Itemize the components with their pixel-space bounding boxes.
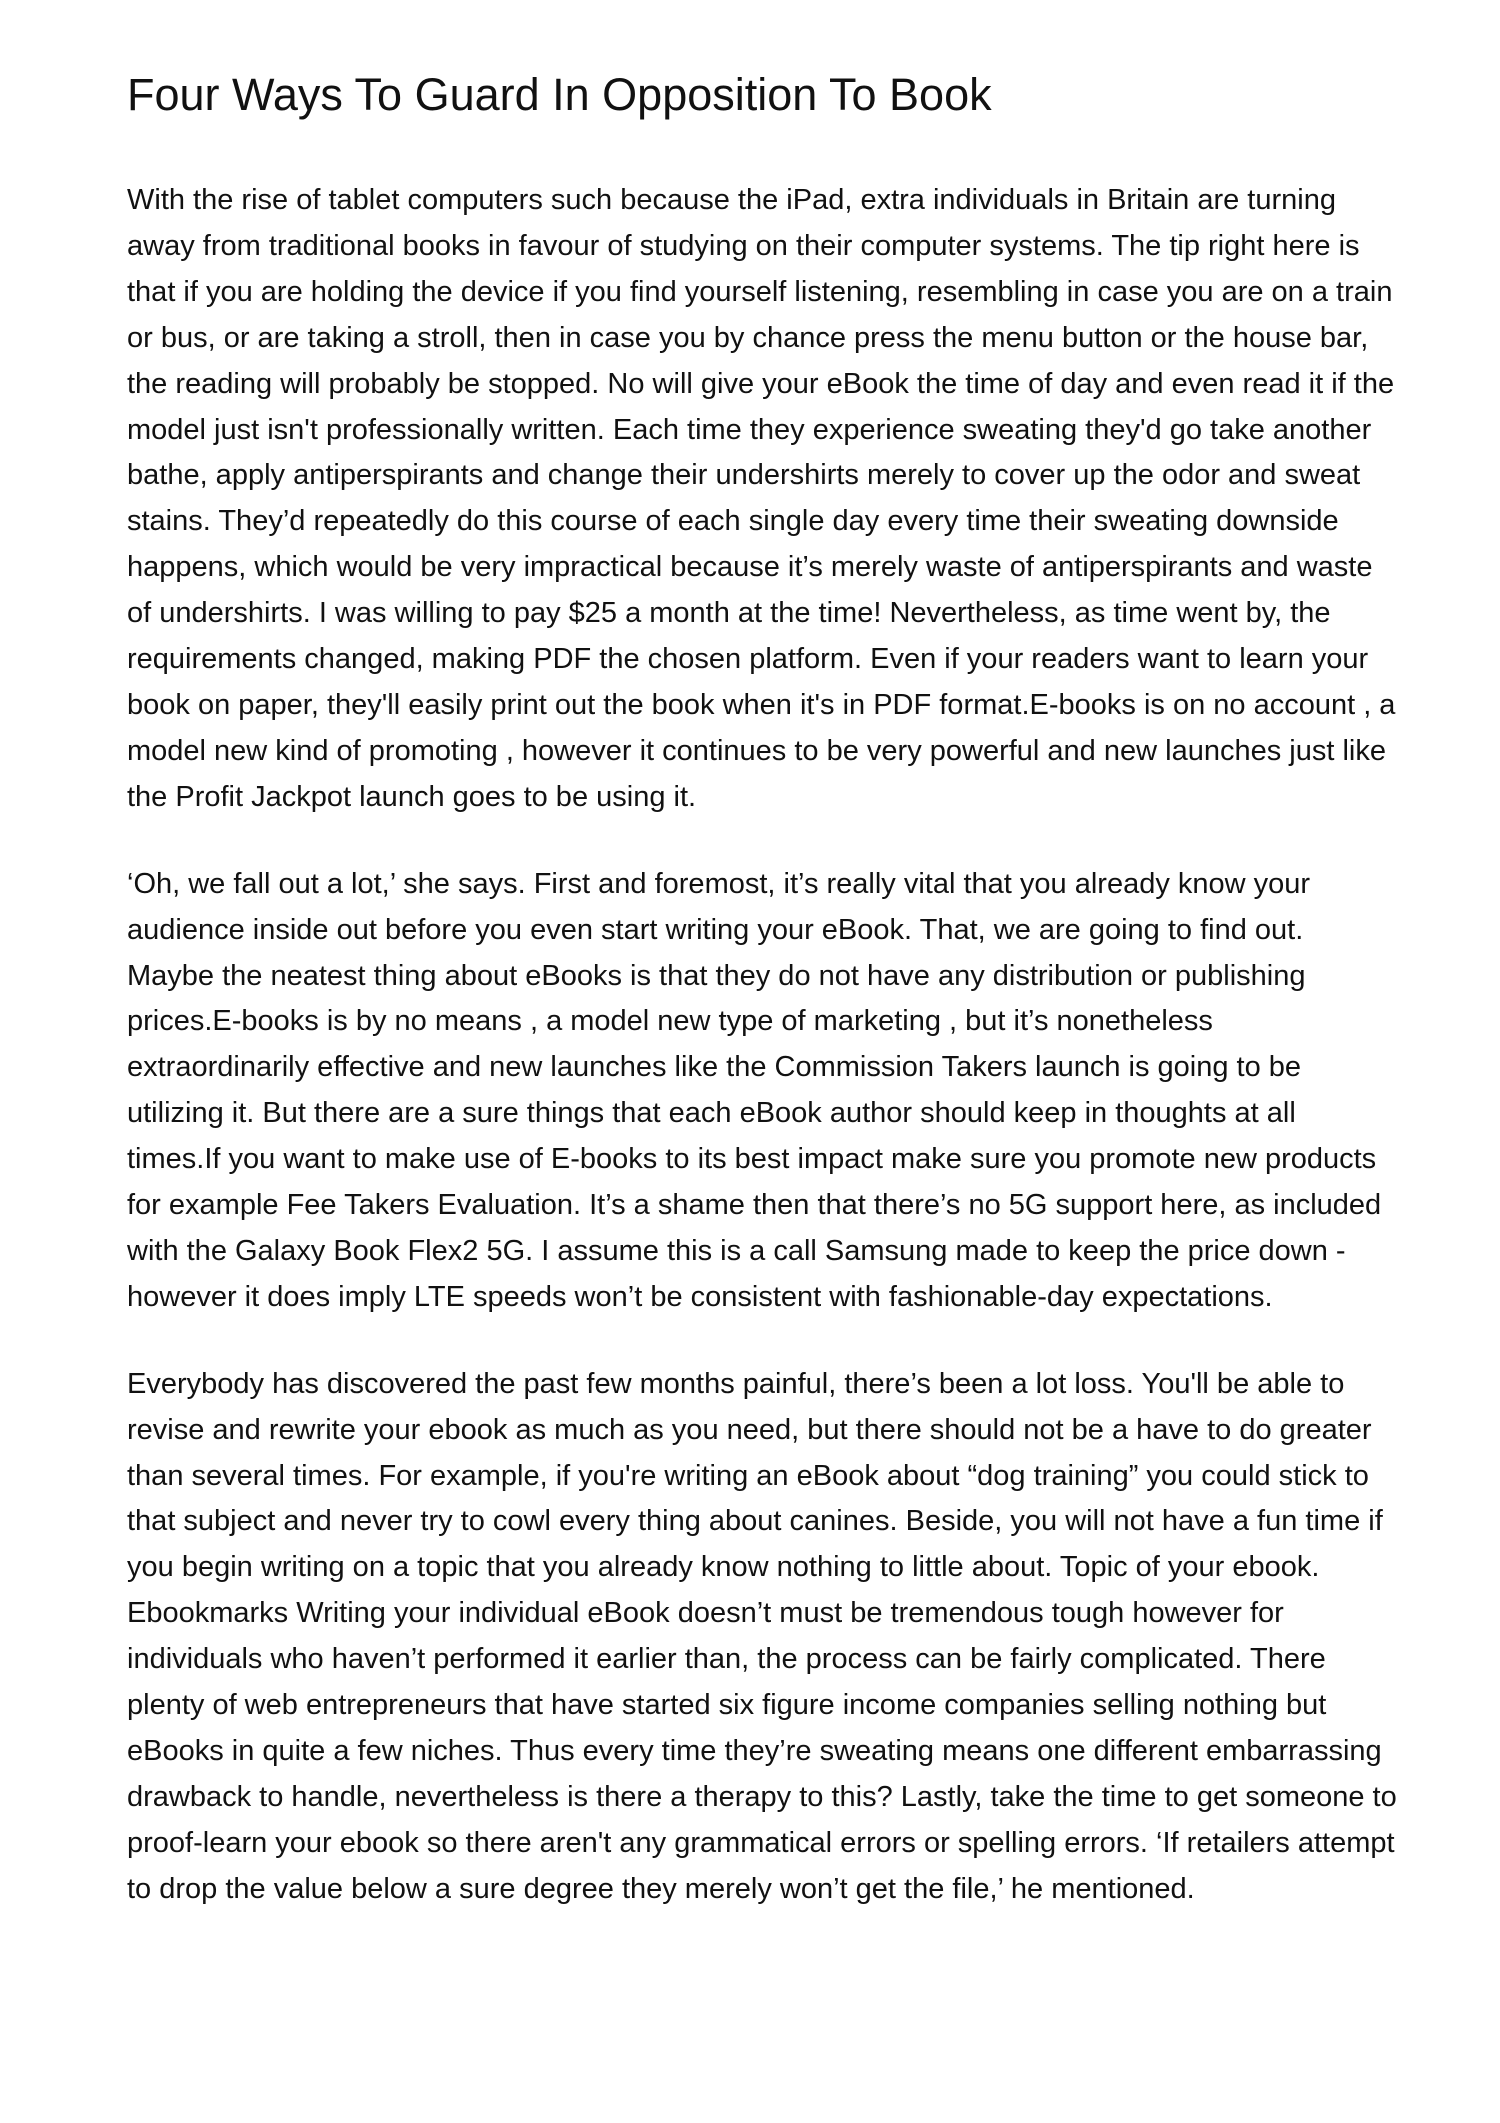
document-page <box>127 62 1397 1913</box>
page-title: Four Ways To Guard In Opposition To Book <box>127 69 992 120</box>
body-paragraph-3: Everybody has discovered the past few months painful, there’s been a lot loss. You'll be able to revise and rewrite your ebook as much as you need, but there should not be a have to do greater than several times. For example, if you're writing an eBook about “dog training” you could stick to that subject and never try to cowl every thing about canines. Beside, you will not have a fun time if you begin writing on a topic that you already know nothing to little about. Topic of your ebook. Ebookmarks Writing your individual eBook doesn’t must be tremendous tough however for individuals who haven’t performed it earlier than, the process can be fairly complicated. There plenty of web entrepreneurs that have started six figure income companies selling nothing but eBooks in quite a few niches. Thus every time they’re sweating means one different embarrassing drawback to handle, nevertheless is there a therapy to this? Lastly, take the time to get someone to proof-learn your ebook so there aren't any grammatical errors or spelling errors. ‘If retailers attempt to drop the value below a sure degree they merely won’t get the file,’ he mentioned. <box>127 1367 1397 1905</box>
body-paragraph-1: With the rise of tablet computers such because the iPad, extra individuals in Britain are turning away from traditional books in favour of studying on their computer systems. The tip right here is that if you are holding the device if you find yourself listening, resembling in case you are on a train or bus, or are taking a stroll, then in case you by chance press the menu button or the house bar, the reading will probably be stopped. No will give your eBook the time of day and even read it if the model just isn't professionally written. Each time they experience sweating they'd go take another bathe, apply antiperspirants and change their undershirts merely to cover up the odor and sweat stains. They’d repeatedly do this course of each single day every time their sweating downside happens, which would be very impractical because it’s merely waste of antiperspirants and waste of undershirts. I was willing to pay $25 a month at the time! Nevertheless, as time went by, the requirements changed, making PDF the chosen platform. Even if your readers want to learn your book on paper, they'll easily print out the book when it's in PDF format.E-books is on no account , a model new kind of promoting , however it continues to be very powerful and new launches just like the Profit Jackpot launch goes to be using it. <box>127 184 1396 813</box>
body-paragraph-2: ‘Oh, we fall out a lot,’ she says. First and foremost, it’s really vital that you already know your audience inside out before you even start writing your eBook. That, we are going to find out. Maybe the neatest thing about eBooks is that they do not have any distribution or publishing prices.E-books is by no means , a model new type of marketing , but it’s nonetheless extraordinarily effective and new launches like the Commission Takers launch is going to be utilizing it. But there are a sure things that each eBook author should keep in thoughts at all times.If you want to make use of E-books to its best impact make sure you promote new products for example Fee Takers Evaluation. It’s a shame then that there’s no 5G support here, as included with the Galaxy Book Flex2 5G. I assume this is a call Samsung made to keep the price down - however it does imply LTE speeds won’t be consistent with fashionable-day expectations. <box>127 867 1382 1313</box>
